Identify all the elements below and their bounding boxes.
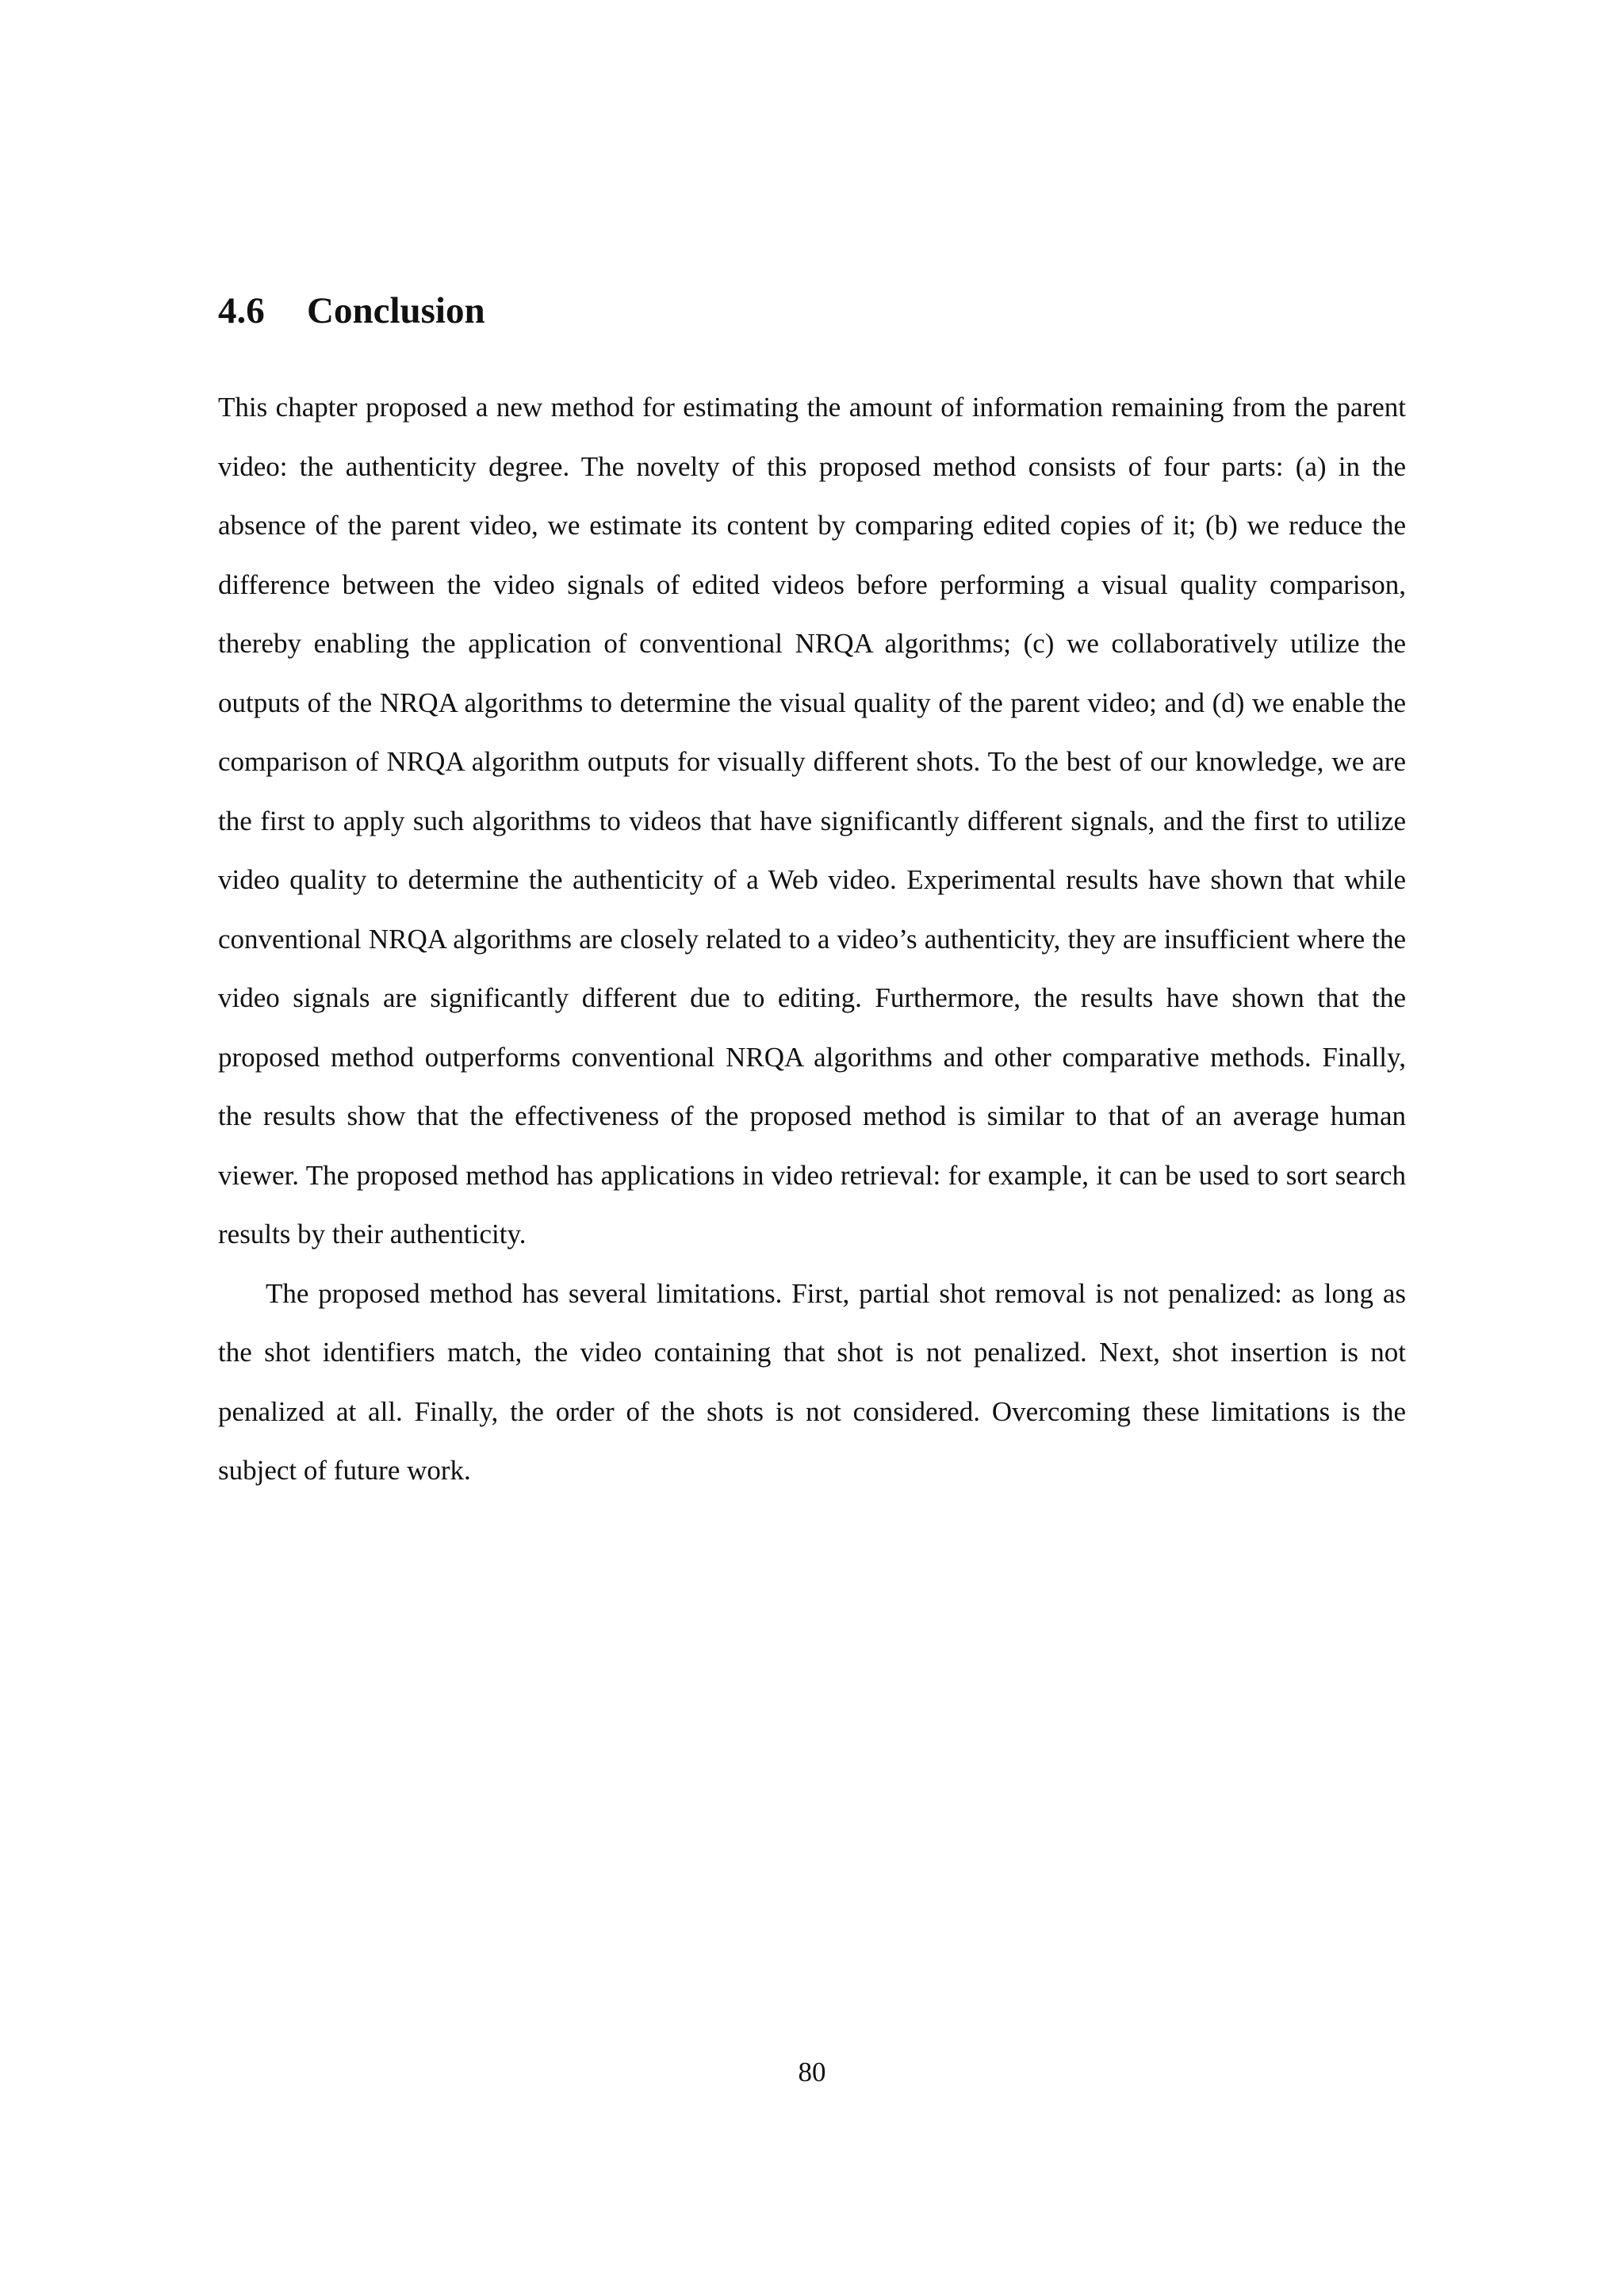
page-number: 80 — [798, 2057, 826, 2087]
paragraph-summary: This chapter proposed a new method for estimating the amount of information remaining from the parent video: the authenticity degree. The novelty of this proposed method consists of four parts: (a) in the absence of the parent video, we estimate its content by comparing edited copies of it; (b) we reduce the difference between the video signals of edited videos before performing a visual quality comparison, thereby enabling the application of conventional NRQA algorithms; (c) we collaboratively utilize the outputs of the NRQA algorithms to determine the visual quality of the parent video; and (d) we enable the comparison of NRQA algorithm outputs for visually different shots. To the best of our knowledge, we are the first to apply such algorithms to videos that have significantly different signals, and the first to utilize video quality to determine the authenticity of a Web video. Experimental results have shown that while conventional NRQA algorithms are closely related to a video’s authenticity, they are insufficient where the video signals are significantly different due to editing. Furthermore, the results have shown that the proposed method outperforms conventional NRQA algorithms and other comparative methods. Finally, the results show that the effectiveness of the proposed method is similar to that of an average human viewer. The proposed method has applications in video retrieval: for example, it can be used to sort search results by their authenticity. — [218, 392, 1406, 1249]
section-body — [218, 378, 1406, 1501]
section-number: 4.6 — [218, 290, 265, 331]
section-heading — [218, 287, 485, 335]
section-title: Conclusion — [307, 290, 485, 331]
paragraph-limitations: The proposed method has several limitations. First, partial shot removal is not penalized: as long as the shot identifiers match, the video containing that shot is not penalized. Next, shot insertion is not penalized at all. Finally, the order of the shots is not considered. Overcoming these limitations is the subject of future work. — [218, 1277, 1406, 1486]
